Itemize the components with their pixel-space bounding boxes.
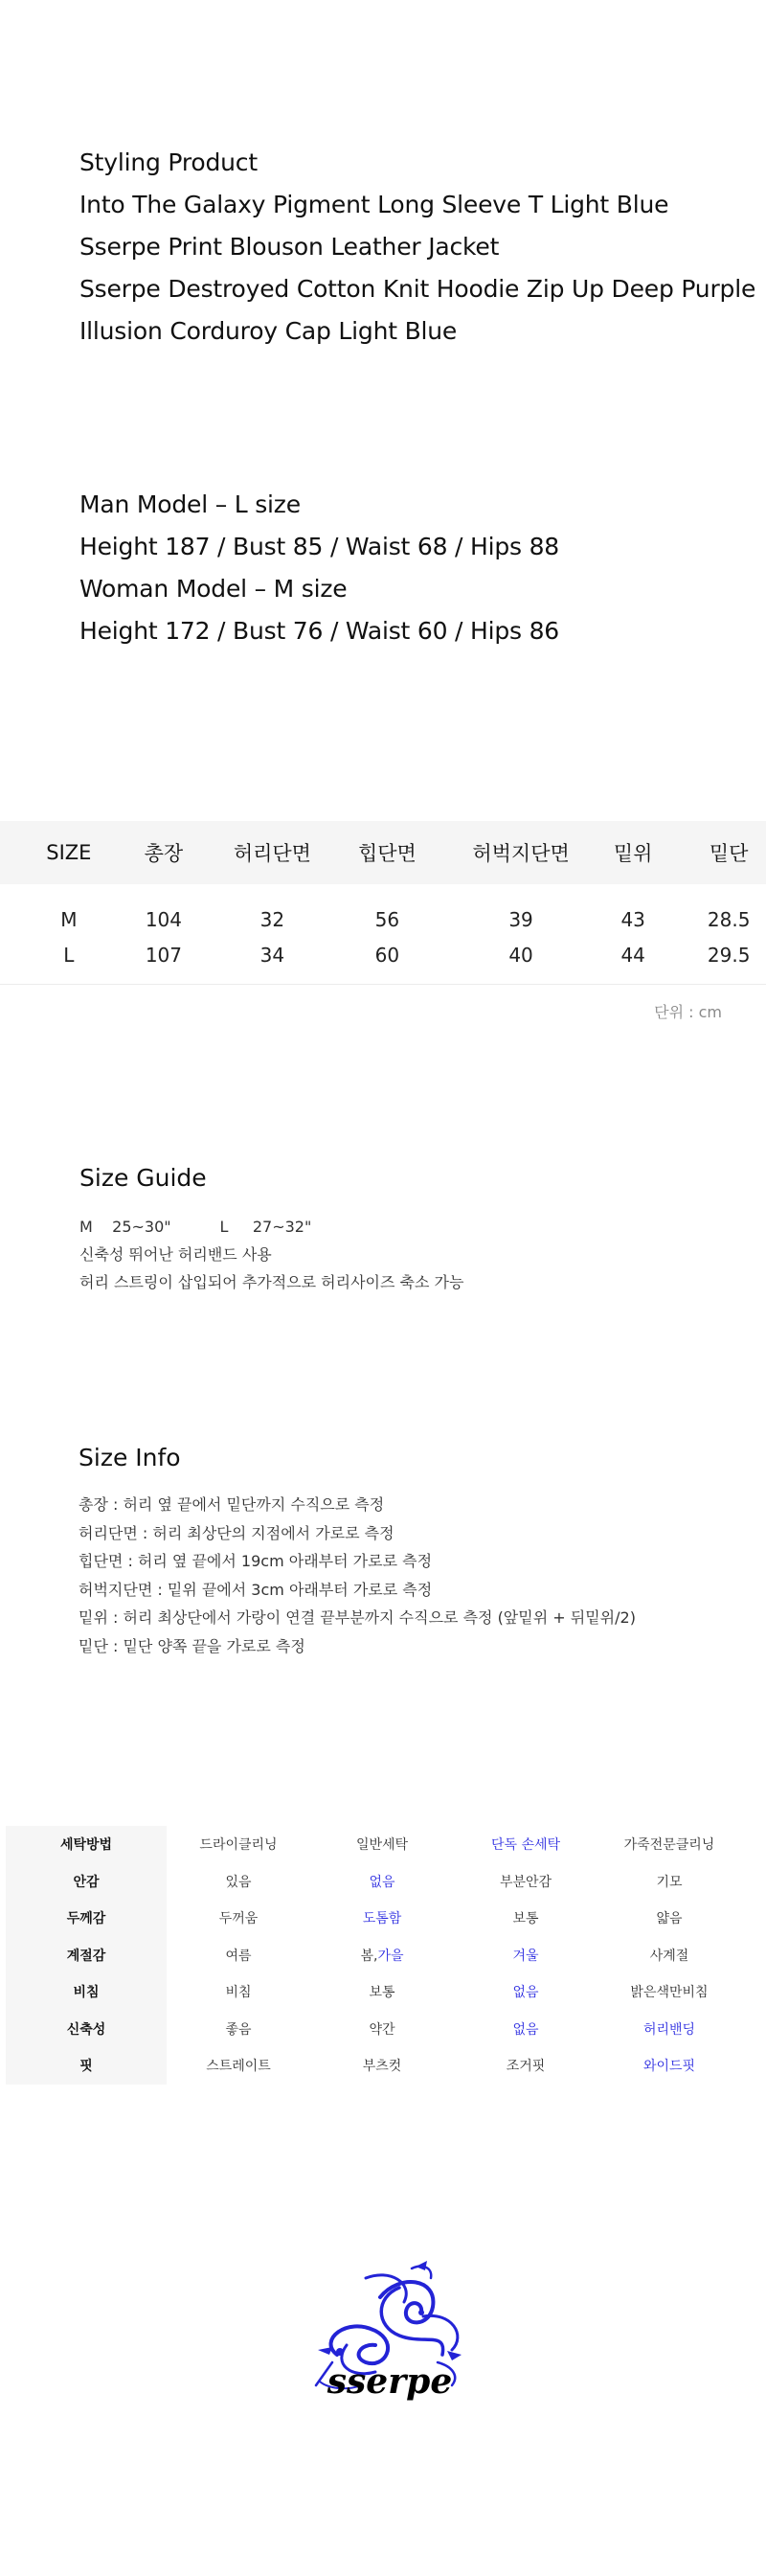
size-info-title: Size Info <box>79 1444 181 1471</box>
model-info-section <box>79 484 750 652</box>
attribute-option: 단독 손세탁 <box>490 1837 561 1854</box>
attribute-label: 신축성 <box>6 2011 167 2048</box>
attribute-option: 비침 <box>225 1985 252 2001</box>
styling-item: Into The Galaxy Pigment Long Sleeve T Light Blue <box>79 191 669 218</box>
table-row <box>0 901 766 937</box>
table-cell: M <box>60 907 78 931</box>
header-cell: 총장 <box>144 842 184 865</box>
attribute-option: 없음 <box>512 1985 539 2001</box>
attribute-label: 안감 <box>6 1863 167 1901</box>
size-guide-title: Size Guide <box>79 1164 207 1192</box>
unit-note: 단위 : cm <box>654 1003 722 1021</box>
attribute-option: 보통 <box>369 1985 395 2001</box>
header-cell: 밑단 <box>709 842 749 865</box>
attribute-option: 조거핏 <box>506 2059 546 2075</box>
attribute-option: 여름 <box>225 1948 252 1964</box>
styling-item: Illusion Corduroy Cap Light Blue <box>79 317 458 345</box>
attribute-row <box>6 2047 766 2085</box>
woman-model-specs: Height 172 / Bust 76 / Waist 60 / Hips 86 <box>79 617 560 645</box>
size-info-line: 허벅지단면 : 밑위 끝에서 3cm 아래부터 가로로 측정 <box>79 1580 433 1599</box>
header-cell: 허벅지단면 <box>472 842 570 865</box>
size-info-line: 밑단 : 밑단 양쪽 끝을 가로로 측정 <box>79 1636 305 1655</box>
header-cell: 밑위 <box>613 842 653 865</box>
table-cell: 104 <box>145 907 183 931</box>
size-info-line: 허리단면 : 허리 최상단의 지점에서 가로로 측정 <box>79 1523 394 1542</box>
attribute-option: 가죽전문클리닝 <box>623 1837 715 1854</box>
attribute-option <box>310 1946 454 1965</box>
size-info-line: 힙단면 : 허리 옆 끝에서 19cm 아래부터 가로로 측정 <box>79 1552 433 1570</box>
attribute-option: 겨울 <box>512 1948 539 1964</box>
size-table <box>0 821 766 985</box>
man-model-title: Man Model – L size <box>79 490 301 518</box>
styling-item: Sserpe Destroyed Cotton Knit Hoodie Zip Up Deep Purple <box>79 275 756 303</box>
attribute-option: 허리밴딩 <box>642 2021 696 2038</box>
size-guide-line: 신축성 뛰어난 허리밴드 사용 <box>79 1245 272 1264</box>
attribute-option-part-selected: 가을 <box>377 1948 404 1964</box>
styling-heading: Styling Product <box>79 148 258 176</box>
table-cell: 28.5 <box>707 907 751 931</box>
styling-product-section <box>79 142 756 353</box>
table-cell: 107 <box>145 943 183 967</box>
attribute-option: 좋음 <box>225 2021 252 2038</box>
table-row <box>0 937 766 972</box>
attribute-option: 밝은색만비침 <box>630 1985 709 2001</box>
attribute-label: 비침 <box>6 1973 167 2011</box>
attribute-option: 기모 <box>656 1874 683 1890</box>
table-cell: 34 <box>259 943 285 967</box>
table-cell: 29.5 <box>707 943 751 967</box>
attribute-option: 드라이클리닝 <box>199 1837 278 1854</box>
attribute-option: 일반세탁 <box>355 1837 409 1854</box>
attribute-option: 없음 <box>512 2021 539 2038</box>
attribute-option: 약간 <box>369 2021 395 2038</box>
table-divider <box>0 984 766 985</box>
size-guide-section <box>79 1164 750 1296</box>
attribute-row <box>6 1826 766 1863</box>
attribute-option: 부츠컷 <box>362 2059 402 2075</box>
attribute-row <box>6 1863 766 1901</box>
table-cell: 60 <box>374 943 400 967</box>
table-cell: 43 <box>620 907 645 931</box>
table-cell: 56 <box>374 907 400 931</box>
man-model-specs: Height 187 / Bust 85 / Waist 68 / Hips 88 <box>79 533 560 560</box>
attribute-option: 얇음 <box>656 1911 683 1927</box>
size-table-header <box>0 821 766 884</box>
size-info-line: 밑위 : 허리 최상단에서 가랑이 연결 끝부분까지 수직으로 측정 (앞밑위 + 뒤밑위/2) <box>79 1608 636 1627</box>
attribute-row <box>6 1973 766 2011</box>
attribute-label: 세탁방법 <box>6 1826 167 1863</box>
attribute-option: 스트레이트 <box>206 2059 271 2075</box>
attribute-row <box>6 2011 766 2048</box>
woman-model-title: Woman Model – M size <box>79 575 348 603</box>
attribute-option: 두꺼움 <box>218 1911 259 1927</box>
table-cell: L <box>63 943 75 967</box>
brand-wordmark: sserpe <box>327 2361 453 2402</box>
attribute-option: 도톰함 <box>362 1911 402 1927</box>
attribute-option: 보통 <box>512 1911 539 1927</box>
attribute-option: 와이드핏 <box>642 2059 696 2075</box>
attribute-option: 부분안감 <box>499 1874 552 1890</box>
size-info-line: 총장 : 허리 옆 끝에서 밑단까지 수직으로 측정 <box>79 1495 385 1514</box>
product-attribute-table <box>6 1826 766 2085</box>
attribute-option: 사계절 <box>649 1948 689 1964</box>
brand-logo <box>308 2259 471 2407</box>
header-cell: 힙단면 <box>357 842 417 865</box>
attribute-option: 있음 <box>225 1874 252 1890</box>
size-guide-line: 허리 스트링이 삽입되어 추가적으로 허리사이즈 축소 가능 <box>79 1273 464 1291</box>
styling-item: Sserpe Print Blouson Leather Jacket <box>79 233 500 261</box>
size-guide-line: M 25~30" L 27~32" <box>79 1218 312 1236</box>
attribute-option-part: 봄, <box>360 1948 378 1964</box>
header-cell: 허리단면 <box>233 842 311 865</box>
header-cell: SIZE <box>46 841 92 864</box>
attribute-row <box>6 1937 766 1974</box>
attribute-row <box>6 1900 766 1937</box>
table-cell: 39 <box>508 907 533 931</box>
size-info-section <box>79 1444 758 1660</box>
attribute-label: 두께감 <box>6 1900 167 1937</box>
table-cell: 32 <box>259 907 285 931</box>
table-cell: 44 <box>620 943 645 967</box>
attribute-label: 핏 <box>6 2047 167 2085</box>
serpent-logo-icon <box>308 2259 471 2407</box>
table-cell: 40 <box>508 943 533 967</box>
attribute-label: 계절감 <box>6 1937 167 1974</box>
attribute-option: 없음 <box>369 1874 395 1890</box>
